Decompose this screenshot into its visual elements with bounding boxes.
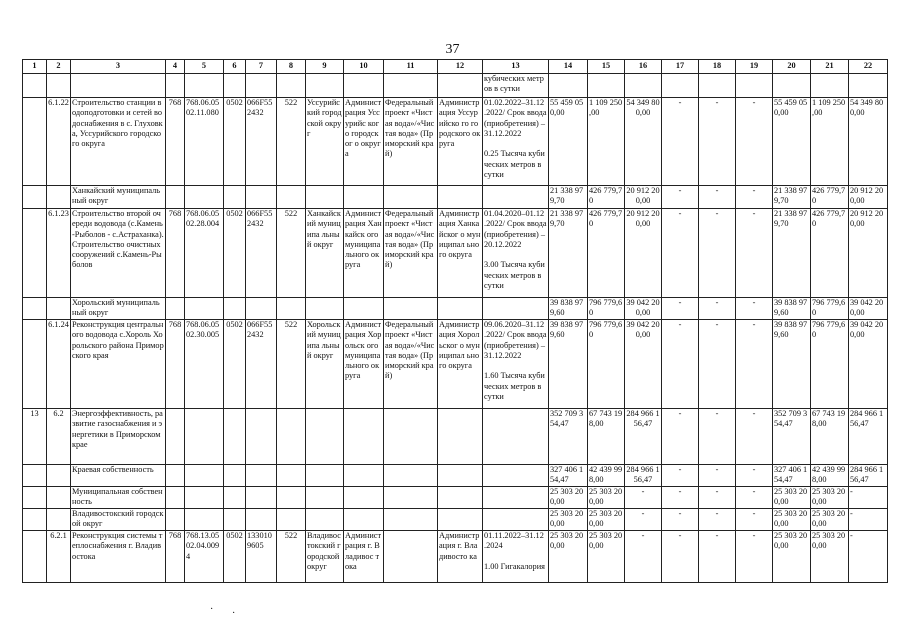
cell-col-13 xyxy=(483,298,549,320)
cell-col-14: 55 459 05 0,00 xyxy=(549,98,588,186)
cell-col-15: 1 109 250 ,00 xyxy=(588,98,625,186)
cell-col-3: Владивостокский городской округ xyxy=(71,509,166,531)
cell-col-18: - xyxy=(699,298,736,320)
header-cell: 6 xyxy=(224,60,246,74)
cell-col-5 xyxy=(185,298,224,320)
cell-col-19: - xyxy=(736,298,773,320)
cell-col-8 xyxy=(277,509,306,531)
cell-col-15 xyxy=(588,74,625,98)
cell-col-7: 066F55 2432 xyxy=(246,98,277,186)
cell-col-1 xyxy=(23,209,47,298)
table-row xyxy=(23,531,888,583)
cell-col-12 xyxy=(438,74,483,98)
cell-col-2: 6.1.24 xyxy=(47,320,71,409)
cell-col-16: 20 912 20 0,00 xyxy=(625,186,662,209)
cell-col-7 xyxy=(246,74,277,98)
cell-col-15: 25 303 20 0,00 xyxy=(588,509,625,531)
cell-col-21: 25 303 20 0,00 xyxy=(811,531,849,583)
cell-col-20: 55 459 05 0,00 xyxy=(773,98,811,186)
cell-col-22 xyxy=(849,74,888,98)
cell-col-21: 796 779,6 0 xyxy=(811,298,849,320)
cell-col-22: 284 966 1 56,47 xyxy=(849,409,888,465)
cell-col-7: 133010 9605 xyxy=(246,531,277,583)
cell-col-13 xyxy=(483,465,549,487)
cell-col-10 xyxy=(344,509,384,531)
header-cell: 13 xyxy=(483,60,549,74)
cell-col-15: 426 779,7 0 xyxy=(588,186,625,209)
header-cell: 1 xyxy=(23,60,47,74)
cell-col-11 xyxy=(384,531,438,583)
cell-col-12 xyxy=(438,465,483,487)
cell-col-16: 39 042 20 0,00 xyxy=(625,298,662,320)
header-cell: 21 xyxy=(811,60,849,74)
cell-col-17: - xyxy=(662,409,699,465)
cell-col-6 xyxy=(224,298,246,320)
cell-col-12: Администр ация Хорольског о муниципал ьного округа xyxy=(438,320,483,409)
cell-col-22: - xyxy=(849,487,888,509)
cell-col-10 xyxy=(344,74,384,98)
header-cell: 16 xyxy=(625,60,662,74)
cell-col-1 xyxy=(23,186,47,209)
header-cell: 17 xyxy=(662,60,699,74)
cell-col-8: 522 xyxy=(277,209,306,298)
cell-col-1 xyxy=(23,531,47,583)
cell-col-16: 20 912 20 0,00 xyxy=(625,209,662,298)
cell-col-19: - xyxy=(736,531,773,583)
cell-col-7 xyxy=(246,465,277,487)
cell-col-18: - xyxy=(699,509,736,531)
cell-col-22: 20 912 20 0,00 xyxy=(849,186,888,209)
budget-table xyxy=(22,59,888,583)
cell-col-9: Уссурийс кий городской округ xyxy=(306,98,344,186)
cell-col-19: - xyxy=(736,509,773,531)
cell-col-5: 768.13.05 02.04.009 4 xyxy=(185,531,224,583)
cell-col-17: - xyxy=(662,465,699,487)
cell-col-13 xyxy=(483,487,549,509)
cell-col-9 xyxy=(306,298,344,320)
cell-col-11 xyxy=(384,465,438,487)
cell-col-12 xyxy=(438,409,483,465)
cell-col-13: 01.04.2020–01.12 .2022/ Срок ввода (приобретения) – 20.12.2022 3.00 Тысяча кубических метров в сутки xyxy=(483,209,549,298)
cell-col-10 xyxy=(344,487,384,509)
header-cell: 10 xyxy=(344,60,384,74)
cell-col-8 xyxy=(277,487,306,509)
cell-col-1 xyxy=(23,320,47,409)
cell-col-10 xyxy=(344,298,384,320)
cell-col-18: - xyxy=(699,409,736,465)
cell-col-19: - xyxy=(736,209,773,298)
cell-col-11 xyxy=(384,509,438,531)
cell-col-7 xyxy=(246,186,277,209)
cell-col-18: - xyxy=(699,98,736,186)
cell-col-19: - xyxy=(736,186,773,209)
header-row xyxy=(23,60,888,74)
cell-col-9 xyxy=(306,465,344,487)
header-cell: 5 xyxy=(185,60,224,74)
cell-col-6 xyxy=(224,487,246,509)
cell-col-8 xyxy=(277,465,306,487)
cell-col-22: - xyxy=(849,509,888,531)
cell-col-14: 327 406 1 54,47 xyxy=(549,465,588,487)
cell-col-9: Владивос токский городской округ xyxy=(306,531,344,583)
cell-col-22: 54 349 80 0,00 xyxy=(849,98,888,186)
cell-col-3: Муниципальная собственность xyxy=(71,487,166,509)
table-row xyxy=(23,320,888,409)
cell-col-1 xyxy=(23,98,47,186)
cell-col-18: - xyxy=(699,531,736,583)
cell-col-17: - xyxy=(662,320,699,409)
cell-col-14: 21 338 97 9,70 xyxy=(549,186,588,209)
cell-col-15: 25 303 20 0,00 xyxy=(588,487,625,509)
cell-col-3: Строительство второй очереди водовода (с.Камень-Рыболов - с.Астраханка). Строительство очистных сооружений с.Камень-Рыболов xyxy=(71,209,166,298)
cell-col-4: 768 xyxy=(166,531,185,583)
cell-col-4 xyxy=(166,409,185,465)
cell-col-14: 25 303 20 0,00 xyxy=(549,509,588,531)
cell-col-5 xyxy=(185,465,224,487)
cell-col-15: 42 439 99 8,00 xyxy=(588,465,625,487)
cell-col-13: кубических метров в сутки xyxy=(483,74,549,98)
cell-col-5: 768.06.05 02.28.004 xyxy=(185,209,224,298)
cell-col-15: 796 779,6 0 xyxy=(588,320,625,409)
cell-col-13 xyxy=(483,186,549,209)
cell-col-4 xyxy=(166,465,185,487)
cell-col-7: 066F55 2432 xyxy=(246,209,277,298)
cell-col-9: Ханкайск ий муниципа льный округ xyxy=(306,209,344,298)
cell-col-19: - xyxy=(736,487,773,509)
cell-col-14: 25 303 20 0,00 xyxy=(549,487,588,509)
table-row xyxy=(23,409,888,465)
cell-col-9 xyxy=(306,74,344,98)
table-row xyxy=(23,186,888,209)
cell-col-14: 352 709 3 54,47 xyxy=(549,409,588,465)
cell-col-17: - xyxy=(662,531,699,583)
cell-col-20: 21 338 97 9,70 xyxy=(773,209,811,298)
cell-col-16: - xyxy=(625,531,662,583)
cell-col-20: 21 338 97 9,70 xyxy=(773,186,811,209)
table-row xyxy=(23,465,888,487)
cell-col-17: - xyxy=(662,209,699,298)
header-cell: 8 xyxy=(277,60,306,74)
cell-col-10 xyxy=(344,409,384,465)
cell-col-5: 768.06.05 02.30.005 xyxy=(185,320,224,409)
cell-col-17: - xyxy=(662,509,699,531)
cell-col-7 xyxy=(246,509,277,531)
cell-col-4: 768 xyxy=(166,209,185,298)
cell-col-1 xyxy=(23,465,47,487)
cell-col-2 xyxy=(47,186,71,209)
cell-col-21: 25 303 20 0,00 xyxy=(811,509,849,531)
scan-speck: · xyxy=(210,604,214,615)
cell-col-8 xyxy=(277,298,306,320)
page-number: 37 xyxy=(445,42,460,57)
cell-col-11 xyxy=(384,186,438,209)
cell-col-5: 768.06.05 02.11.080 xyxy=(185,98,224,186)
cell-col-3: Энергоэффективность, развитие газоснабжения и энергетики в Приморском крае xyxy=(71,409,166,465)
cell-col-12: Администр ация Ханкайског о муниципал ьного округа xyxy=(438,209,483,298)
cell-col-7 xyxy=(246,298,277,320)
cell-col-5 xyxy=(185,487,224,509)
cell-col-6 xyxy=(224,74,246,98)
cell-col-16: 54 349 80 0,00 xyxy=(625,98,662,186)
cell-col-21 xyxy=(811,74,849,98)
cell-col-7 xyxy=(246,409,277,465)
cell-col-22: 20 912 20 0,00 xyxy=(849,209,888,298)
cell-col-4 xyxy=(166,509,185,531)
cell-col-13: 01.11.2022–31.12 .2024 1.00 Гигакалория xyxy=(483,531,549,583)
cell-col-12 xyxy=(438,186,483,209)
cell-col-3: Реконструкция системы теплоснабжения г. Владивостока xyxy=(71,531,166,583)
cell-col-7 xyxy=(246,487,277,509)
cell-col-21: 796 779,6 0 xyxy=(811,320,849,409)
header-cell: 20 xyxy=(773,60,811,74)
cell-col-21: 25 303 20 0,00 xyxy=(811,487,849,509)
cell-col-6 xyxy=(224,186,246,209)
cell-col-10: Админист рация Ханкайск ого муниципа льного округа xyxy=(344,209,384,298)
cell-col-3: Ханкайский муниципальный округ xyxy=(71,186,166,209)
table-row xyxy=(23,98,888,186)
cell-col-5 xyxy=(185,74,224,98)
cell-col-19: - xyxy=(736,409,773,465)
cell-col-14: 39 838 97 9,60 xyxy=(549,298,588,320)
cell-col-17: - xyxy=(662,487,699,509)
cell-col-3: Краевая собственность xyxy=(71,465,166,487)
cell-col-11 xyxy=(384,409,438,465)
cell-col-18: - xyxy=(699,209,736,298)
table-row xyxy=(23,509,888,531)
cell-col-17: - xyxy=(662,186,699,209)
cell-col-20: 39 838 97 9,60 xyxy=(773,320,811,409)
cell-col-14: 21 338 97 9,70 xyxy=(549,209,588,298)
cell-col-11 xyxy=(384,487,438,509)
cell-col-18: - xyxy=(699,186,736,209)
cell-col-14: 39 838 97 9,60 xyxy=(549,320,588,409)
cell-col-11: Федеральный проект «Чистая вода»/«Чистая вода» (Приморский край) xyxy=(384,320,438,409)
header-cell: 18 xyxy=(699,60,736,74)
cell-col-17: - xyxy=(662,298,699,320)
cell-col-8 xyxy=(277,186,306,209)
cell-col-11: Федеральный проект «Чистая вода»/«Чистая вода» (Приморский край) xyxy=(384,98,438,186)
cell-col-5 xyxy=(185,409,224,465)
cell-col-20: 25 303 20 0,00 xyxy=(773,487,811,509)
cell-col-12 xyxy=(438,509,483,531)
cell-col-15: 426 779,7 0 xyxy=(588,209,625,298)
cell-col-16: 284 966 1 56,47 xyxy=(625,465,662,487)
cell-col-10: Админист рация г. Владивос тока xyxy=(344,531,384,583)
cell-col-1 xyxy=(23,74,47,98)
cell-col-2 xyxy=(47,509,71,531)
cell-col-12: Администр ация г. Владивосто ка xyxy=(438,531,483,583)
cell-col-15: 25 303 20 0,00 xyxy=(588,531,625,583)
cell-col-21: 42 439 99 8,00 xyxy=(811,465,849,487)
cell-col-20: 327 406 1 54,47 xyxy=(773,465,811,487)
cell-col-1 xyxy=(23,298,47,320)
cell-col-19: - xyxy=(736,320,773,409)
header-cell: 4 xyxy=(166,60,185,74)
cell-col-6: 0502 xyxy=(224,209,246,298)
cell-col-4 xyxy=(166,298,185,320)
cell-col-2: 6.2 xyxy=(47,409,71,465)
cell-col-18: - xyxy=(699,320,736,409)
cell-col-15: 796 779,6 0 xyxy=(588,298,625,320)
cell-col-9 xyxy=(306,186,344,209)
cell-col-8: 522 xyxy=(277,531,306,583)
cell-col-21: 426 779,7 0 xyxy=(811,209,849,298)
cell-col-4: 768 xyxy=(166,320,185,409)
cell-col-19: - xyxy=(736,98,773,186)
cell-col-22: 39 042 20 0,00 xyxy=(849,320,888,409)
cell-col-6 xyxy=(224,409,246,465)
cell-col-6: 0502 xyxy=(224,98,246,186)
cell-col-5 xyxy=(185,186,224,209)
cell-col-20: 25 303 20 0,00 xyxy=(773,531,811,583)
cell-col-1: 13 xyxy=(23,409,47,465)
table-row xyxy=(23,209,888,298)
cell-col-17 xyxy=(662,74,699,98)
table-row xyxy=(23,74,888,98)
cell-col-2: 6.2.1 xyxy=(47,531,71,583)
cell-col-8: 522 xyxy=(277,98,306,186)
cell-col-6 xyxy=(224,509,246,531)
table-row xyxy=(23,487,888,509)
header-cell: 19 xyxy=(736,60,773,74)
cell-col-5 xyxy=(185,509,224,531)
cell-col-2 xyxy=(47,74,71,98)
cell-col-2: 6.1.22 xyxy=(47,98,71,186)
cell-col-21: 426 779,7 0 xyxy=(811,186,849,209)
cell-col-8 xyxy=(277,74,306,98)
cell-col-16 xyxy=(625,74,662,98)
cell-col-8 xyxy=(277,409,306,465)
cell-col-16: - xyxy=(625,487,662,509)
cell-col-12: Администр ация Уссурийско го городского округа xyxy=(438,98,483,186)
cell-col-13: 09.06.2020–31.12 .2022/ Срок ввода (приобретения) – 31.12.2022 1.60 Тысяча кубических метров в сутки xyxy=(483,320,549,409)
cell-col-3: Хорольский муниципальный округ xyxy=(71,298,166,320)
cell-col-22: - xyxy=(849,531,888,583)
cell-col-16: 39 042 20 0,00 xyxy=(625,320,662,409)
cell-col-10 xyxy=(344,465,384,487)
cell-col-17: - xyxy=(662,98,699,186)
cell-col-4 xyxy=(166,186,185,209)
cell-col-3: Реконструкция центрального водовода с.Хороль Хорольского района Приморского края xyxy=(71,320,166,409)
cell-col-20 xyxy=(773,74,811,98)
cell-col-19: - xyxy=(736,465,773,487)
cell-col-16: 284 966 1 56,47 xyxy=(625,409,662,465)
cell-col-3: Строительство станции водоподготовки и сетей водоснабжения в с. Глуховка, Уссурийского городского округа xyxy=(71,98,166,186)
cell-col-15: 67 743 19 8,00 xyxy=(588,409,625,465)
cell-col-21: 67 743 19 8,00 xyxy=(811,409,849,465)
cell-col-1 xyxy=(23,487,47,509)
cell-col-2 xyxy=(47,298,71,320)
scan-speck: · xyxy=(232,608,236,619)
header-cell: 7 xyxy=(246,60,277,74)
header-cell: 22 xyxy=(849,60,888,74)
cell-col-21: 1 109 250 ,00 xyxy=(811,98,849,186)
cell-col-4 xyxy=(166,74,185,98)
cell-col-6 xyxy=(224,465,246,487)
cell-col-7: 066F55 2432 xyxy=(246,320,277,409)
cell-col-2: 6.1.23 xyxy=(47,209,71,298)
cell-col-18 xyxy=(699,74,736,98)
cell-col-10: Админист рация Хорольск ого муниципа льного округа xyxy=(344,320,384,409)
header-cell: 12 xyxy=(438,60,483,74)
cell-col-9 xyxy=(306,409,344,465)
cell-col-12 xyxy=(438,487,483,509)
cell-col-2 xyxy=(47,487,71,509)
cell-col-11 xyxy=(384,74,438,98)
cell-col-13 xyxy=(483,409,549,465)
cell-col-22: 284 966 1 56,47 xyxy=(849,465,888,487)
cell-col-22: 39 042 20 0,00 xyxy=(849,298,888,320)
cell-col-14: 25 303 20 0,00 xyxy=(549,531,588,583)
header-cell: 9 xyxy=(306,60,344,74)
cell-col-9: Хорольск ий муниципа льный округ xyxy=(306,320,344,409)
header-cell: 14 xyxy=(549,60,588,74)
cell-col-9 xyxy=(306,487,344,509)
cell-col-10: Админист рация Уссурийс кого городског о округа xyxy=(344,98,384,186)
header-cell: 2 xyxy=(47,60,71,74)
cell-col-20: 352 709 3 54,47 xyxy=(773,409,811,465)
cell-col-14 xyxy=(549,74,588,98)
cell-col-19 xyxy=(736,74,773,98)
cell-col-11 xyxy=(384,298,438,320)
header-cell: 11 xyxy=(384,60,438,74)
cell-col-1 xyxy=(23,509,47,531)
cell-col-16: - xyxy=(625,509,662,531)
cell-col-13 xyxy=(483,509,549,531)
cell-col-3 xyxy=(71,74,166,98)
table-row xyxy=(23,298,888,320)
cell-col-12 xyxy=(438,298,483,320)
cell-col-2 xyxy=(47,465,71,487)
header-cell: 3 xyxy=(71,60,166,74)
cell-col-6: 0502 xyxy=(224,320,246,409)
cell-col-13: 01.02.2022–31.12 .2022/ Срок ввода (приобретения) – 31.12.2022 0.25 Тысяча кубических метров в сутки xyxy=(483,98,549,186)
cell-col-8: 522 xyxy=(277,320,306,409)
cell-col-11: Федеральный проект «Чистая вода»/«Чистая вода» (Приморский край) xyxy=(384,209,438,298)
cell-col-10 xyxy=(344,186,384,209)
cell-col-20: 25 303 20 0,00 xyxy=(773,509,811,531)
header-cell: 15 xyxy=(588,60,625,74)
cell-col-9 xyxy=(306,509,344,531)
cell-col-18: - xyxy=(699,487,736,509)
cell-col-6: 0502 xyxy=(224,531,246,583)
cell-col-4: 768 xyxy=(166,98,185,186)
cell-col-20: 39 838 97 9,60 xyxy=(773,298,811,320)
cell-col-18: - xyxy=(699,465,736,487)
cell-col-4 xyxy=(166,487,185,509)
